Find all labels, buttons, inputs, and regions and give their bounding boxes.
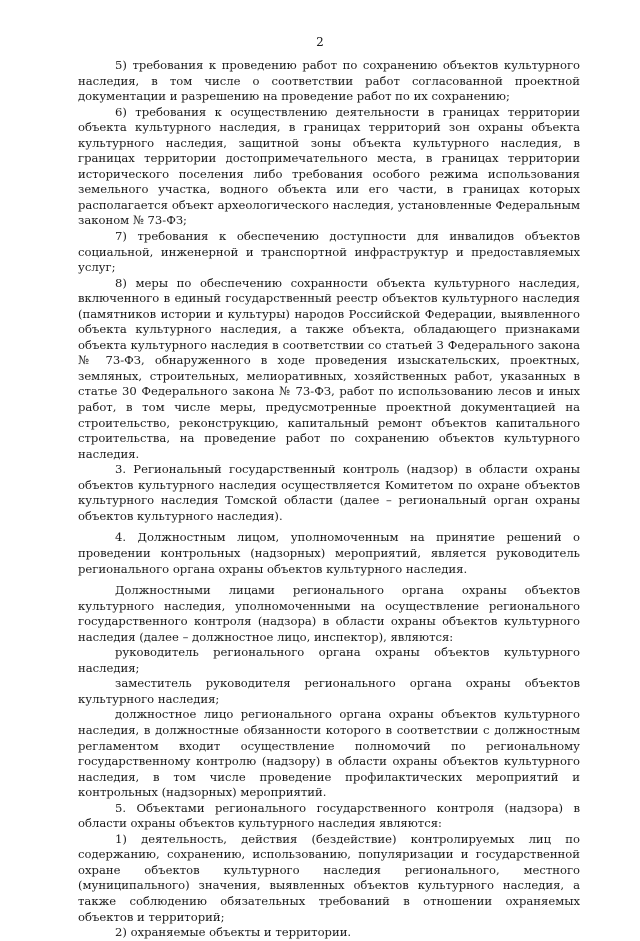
page-number: 2 <box>316 35 324 49</box>
paragraph-object-1: 1) деятельность, действия (бездействие) контролируемых лиц по содержанию, сохранению, использованию, популяризации и государственной охране объектов культурного наследия регионального, местного (муниципального) значения, выявленных объектов культурного наследия, а также соблюдению обязательных требований в отношении охраняемых объектов и территорий; <box>78 831 580 924</box>
paragraph-item-7-accessibility: 7) требования к обеспечению доступности для инвалидов объектов социальной, инженерной и транспортной инфраструктур и предоставляемых услуг; <box>78 229 580 275</box>
paragraph-item-8-preservation-measures: 8) меры по обеспечению сохранности объекта культурного наследия, включенного в единый государственный реестр объектов культурного наследия (памятников истории и культуры) народов Российской Федерации, выявленного объекта культурного наследия, а также объекта, обладающего признаками объекта культурного наследия в соответствии со статьей 3 Федерального закона № 73-ФЗ, обнаруженного в ходе проведения изыскательских, проектных, земляных, строительных, мелиоративных, хозяйственных работ, указанных в статье 30 Федерального закона № 73-ФЗ, работ по использованию лесов и иных работ, в том числе меры, предусмотренные проектной документацией на строительство, реконструкцию, капитальный ремонт объектов капитального строительства, на проведение работ по сохранению объектов культурного наследия. <box>78 275 580 461</box>
paragraph-official-deputy: заместитель руководителя регионального органа охраны объектов культурного наследия; <box>78 676 580 706</box>
paragraph-object-2: 2) охраняемые объекты и территории. <box>115 925 352 940</box>
paragraph-clause-4: 4. Должностным лицом, уполномоченным на принятие решений о проведении контрольных (надзорных) мероприятий, является руководитель регионального органа охраны объектов культурного наследия. <box>78 530 580 576</box>
paragraph-item-5-restoration-works: 5) требования к проведению работ по сохранению объектов культурного наследия, в том числе о соответствии работ согласованной проектной документации и разрешению на проведение работ по их сохранению; <box>78 58 580 104</box>
paragraph-item-6-territory-requirements: 6) требования к осуществлению деятельности в границах территории объекта культурного наследия, в границах территорий зон охраны объекта культурного наследия, защитной зоны объекта культурного наследия, в границах территории достопримечательного места, в границах территории исторического поселения либо требования особого режима использования земельного участка, водного объекта или его части, в границах которых располагается объект археологического наследия, установленные Федеральным законом № 73-ФЗ; <box>78 104 580 228</box>
paragraph-officials-intro: Должностными лицами регионального органа охраны объектов культурного наследия, уполномоченными на осуществление регионального государственного контроля (надзора) в области охраны объектов культурного наследия (далее – должностное лицо, инспектор), являются: <box>78 583 580 644</box>
paragraph-clause-5: 5. Объектами регионального государственного контроля (надзора) в области охраны объектов культурного наследия являются: <box>78 800 580 831</box>
paragraph-clause-3: 3. Региональный государственный контроль (надзор) в области охраны объектов культурного наследия осуществляется Комитетом по охране объектов культурного наследия Томской области (далее – региональный орган охраны объектов культурного наследия). <box>78 462 580 523</box>
document-body <box>78 58 580 941</box>
paragraph-official-staff: должностное лицо регионального органа охраны объектов культурного наследия, в должностные обязанности которого в соответствии с должностным регламентом входит осуществление полномочий по региональному государственному контролю (надзору) в области охраны объектов культурного наследия, в том числе проведение профилактических мероприятий и контрольных (надзорных) мероприятий. <box>78 707 580 800</box>
paragraph-official-head: руководитель регионального органа охраны объектов культурного наследия; <box>78 645 580 675</box>
